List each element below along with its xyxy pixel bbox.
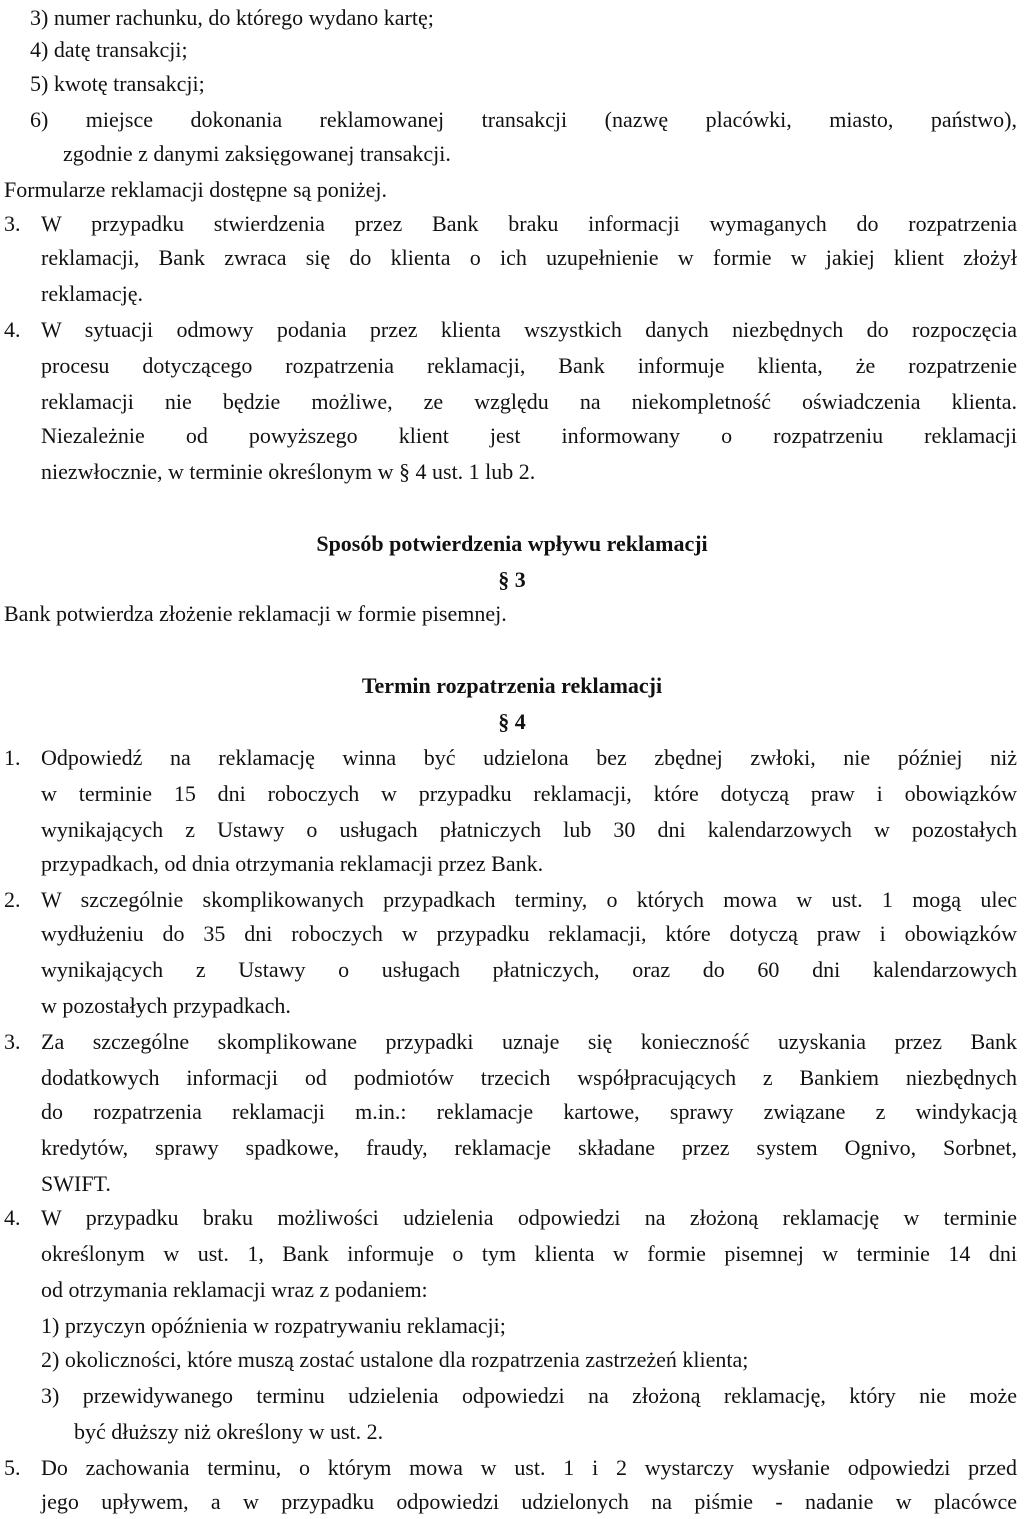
paragraph-line: reklamacji nie będzie możliwe, ze względu na niekompletność oświadczenia klienta. xyxy=(41,389,1017,414)
list-item: 1) przyczyn opóźnienia w rozpatrywaniu reklamacji; xyxy=(41,1313,506,1338)
section-text: Bank potwierdza złożenie reklamacji w formie pisemnej. xyxy=(4,601,507,626)
paragraph-line: wydłużeniu do 35 dni roboczych w przypadku reklamacji, które dotyczą praw i obowiązków xyxy=(41,921,1017,946)
list-item: 3) przewidywanego terminu udzielenia odpowiedzi na złożoną reklamację, który nie może xyxy=(41,1383,1017,1408)
paragraph-line: kredytów, sprawy spadkowe, fraudy, reklamacje składane przez system Ognivo, Sorbnet, xyxy=(41,1135,1017,1160)
paragraph-number: 1. xyxy=(4,745,21,770)
paragraph-line: W sytuacji odmowy podania przez klienta wszystkich danych niezbędnych do rozpoczęcia xyxy=(41,317,1017,342)
list-item: 4) datę transakcji; xyxy=(30,37,188,62)
forms-note: Formularze reklamacji dostępne są poniżej. xyxy=(4,177,388,202)
paragraph-line: reklamację. xyxy=(41,281,143,306)
paragraph-line: przypadkach, od dnia otrzymania reklamacji przez Bank. xyxy=(41,851,544,876)
paragraph-line: Za szczególne skomplikowane przypadki uznaje się konieczność uzyskania przez Bank xyxy=(41,1029,1017,1054)
paragraph-line: wynikających z Ustawy o usługach płatniczych lub 30 dni kalendarzowych w pozostałych xyxy=(41,817,1017,842)
list-item: 5) kwotę transakcji; xyxy=(30,71,205,96)
paragraph-number: 3. xyxy=(4,211,21,236)
paragraph-line: określonym w ust. 1, Bank informuje o tym klienta w formie pisemnej w terminie 14 dni xyxy=(41,1241,1017,1266)
section-heading: Sposób potwierdzenia wpływu reklamacji xyxy=(316,531,708,556)
paragraph-line: w terminie 15 dni roboczych w przypadku reklamacji, które dotyczą praw i obowiązków xyxy=(41,781,1017,806)
paragraph-line: W szczególnie skomplikowanych przypadkach terminy, o których mowa w ust. 1 mogą ulec xyxy=(41,887,1017,912)
paragraph-line: od otrzymania reklamacji wraz z podaniem: xyxy=(41,1277,428,1302)
paragraph-line: Niezależnie od powyższego klient jest informowany o rozpatrzeniu reklamacji xyxy=(41,423,1017,448)
section-paragraph-sign: § 3 xyxy=(498,567,526,592)
paragraph-number: 4. xyxy=(4,317,21,342)
list-item-continuation: zgodnie z danymi zaksięgowanej transakcji. xyxy=(63,141,451,166)
paragraph-line: W przypadku braku możliwości udzielenia odpowiedzi na złożoną reklamację w terminie xyxy=(41,1205,1017,1230)
paragraph-line: W przypadku stwierdzenia przez Bank braku informacji wymaganych do rozpatrzenia xyxy=(41,211,1017,236)
paragraph-number: 3. xyxy=(4,1029,21,1054)
paragraph-line: procesu dotyczącego rozpatrzenia reklamacji, Bank informuje klienta, że rozpatrzenie xyxy=(41,353,1017,378)
paragraph-line: w pozostałych przypadkach. xyxy=(41,993,291,1018)
list-item: 3) numer rachunku, do którego wydano kartę; xyxy=(30,5,434,30)
paragraph-number: 2. xyxy=(4,887,21,912)
list-item-continuation: być dłuższy niż określony w ust. 2. xyxy=(74,1419,384,1444)
section-heading: Termin rozpatrzenia reklamacji xyxy=(361,673,663,698)
section-paragraph-sign: § 4 xyxy=(498,709,526,734)
paragraph-line: Do zachowania terminu, o którym mowa w ust. 1 i 2 wystarczy wysłanie odpowiedzi przed xyxy=(41,1455,1017,1480)
paragraph-line: niezwłocznie, w terminie określonym w § 4 ust. 1 lub 2. xyxy=(41,459,536,484)
paragraph-line: dodatkowych informacji od podmiotów trzecich współpracujących z Bankiem niezbędnych xyxy=(41,1065,1017,1090)
list-item: 2) okoliczności, które muszą zostać ustalone dla rozpatrzenia zastrzeżeń klienta; xyxy=(41,1347,749,1372)
paragraph-number: 5. xyxy=(4,1455,21,1480)
list-item: 6) miejsce dokonania reklamowanej transakcji (nazwę placówki, miasto, państwo), xyxy=(30,107,1017,132)
paragraph-line: Odpowiedź na reklamację winna być udzielona bez zbędnej zwłoki, nie później niż xyxy=(41,745,1017,770)
paragraph-line: reklamacji, Bank zwraca się do klienta o ich uzupełnienie w formie w jakiej klient złożył xyxy=(41,245,1017,270)
paragraph-line: do rozpatrzenia reklamacji m.in.: reklamacje kartowe, sprawy związane z windykacją xyxy=(41,1099,1017,1124)
paragraph-line: jego upływem, a w przypadku odpowiedzi udzielonych na piśmie - nadanie w placówce xyxy=(41,1489,1017,1514)
paragraph-line: SWIFT. xyxy=(41,1171,111,1196)
paragraph-number: 4. xyxy=(4,1205,21,1230)
paragraph-line: wynikających z Ustawy o usługach płatniczych, oraz do 60 dni kalendarzowych xyxy=(41,957,1017,982)
